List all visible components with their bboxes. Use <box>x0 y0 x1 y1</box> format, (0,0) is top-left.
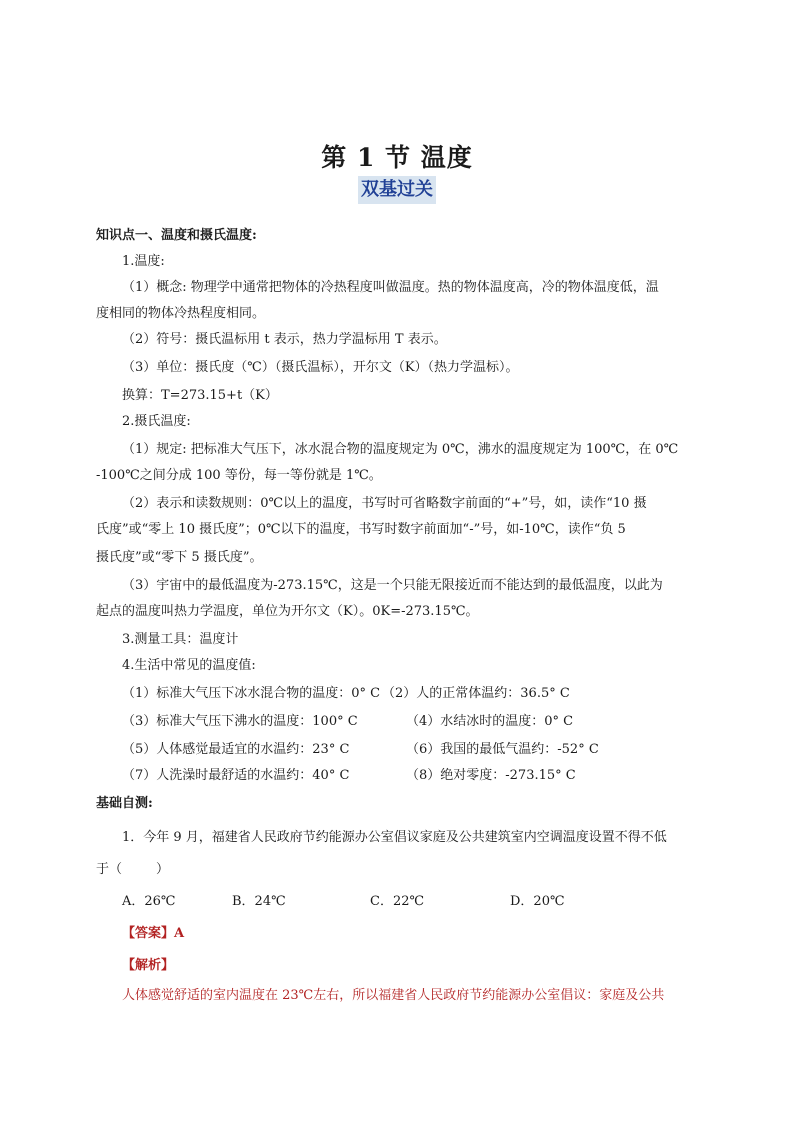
option-a: A．26℃ <box>122 894 176 909</box>
temperature-item: （2）人的正常体温约：36.5° C <box>382 686 570 701</box>
section1-heading: 知识点一、温度和摄氏温度: <box>96 228 257 243</box>
temperature-item: （3）标准大气压下沸水的温度：100° C <box>122 714 358 729</box>
temperature-item: （8）绝对零度：-273.15° C <box>406 768 576 783</box>
paragraph: 2.摄氏温度: <box>122 414 191 429</box>
paragraph: （3）宇宙中的最低温度为-273.15℃，这是一个只能无限接近而不能达到的最低温度，以此为 <box>122 578 663 593</box>
temperature-item: （1）标准大气压下冰水混合物的温度：0° C <box>122 686 381 701</box>
page-subtitle: 双基过关 <box>358 176 436 204</box>
question-text: 1．今年 9 月，福建省人民政府节约能源办公室倡议家庭及公共建筑室内空调温度设置不得不低 <box>122 830 667 845</box>
temperature-item: （4）水结冰时的温度：0° C <box>406 714 574 729</box>
paragraph: （1）规定: 把标准大气压下，冰水混合物的温度规定为 0℃，沸水的温度规定为 100℃，在 0℃ <box>122 442 679 457</box>
paragraph: （3）单位：摄氏度（℃）（摄氏温标），开尔文（K）（热力学温标）。 <box>122 360 519 375</box>
option-c: C．22℃ <box>370 894 425 909</box>
temperature-item: （6）我国的最低气温约：-52° C <box>406 742 599 757</box>
paragraph: 氏度”或“零上 10 摄氏度”；0℃以下的温度，书写时数字前面加“-”号，如-10℃，读作“负 5 <box>96 522 626 537</box>
subtitle-container <box>0 176 794 204</box>
option-d: D．20℃ <box>510 894 565 909</box>
paragraph: 1.温度: <box>122 254 165 269</box>
temperature-item: （5）人体感觉最适宜的水温约：23° C <box>122 742 350 757</box>
answer-label: 【答案】A <box>122 926 185 941</box>
paragraph: （2）表示和读数规则：0℃以上的温度，书写时可省略数字前面的“+”号，如，读作“10 摄 <box>122 496 647 511</box>
question-text-continued <box>96 860 700 880</box>
temperature-item: （7）人洗澡时最舒适的水温约：40° C <box>122 768 350 783</box>
paragraph: （2）符号：摄氏温标用 t 表示，热力学温标用 T 表示。 <box>122 332 447 347</box>
section2-heading: 基础自测: <box>96 796 153 811</box>
paragraph: 摄氏度”或“零下 5 摄氏度”。 <box>96 550 263 565</box>
analysis-label: 【解析】 <box>122 958 175 973</box>
paragraph: 换算：T=273.15+t（K） <box>122 388 278 403</box>
analysis-text: 人体感觉舒适的室内温度在 23℃左右，所以福建省人民政府节约能源办公室倡议：家庭及公共 <box>122 988 665 1003</box>
option-b: B．24℃ <box>232 894 286 909</box>
question-bracket-open: 于（ <box>96 862 123 877</box>
paragraph: 3.测量工具：温度计 <box>122 632 239 647</box>
question-bracket-close: ） <box>156 862 170 877</box>
paragraph: 起点的温度叫热力学温度，单位为开尔文（K）。0K=-273.15℃。 <box>96 604 479 619</box>
page-title: 第 1 节 温度 <box>321 143 473 172</box>
paragraph: 4.生活中常见的温度值: <box>122 658 256 673</box>
paragraph: （1）概念: 物理学中通常把物体的冷热程度叫做温度。热的物体温度高，冷的物体温度低，温 <box>122 280 659 295</box>
paragraph: 度相同的物体冷热程度相同。 <box>96 306 266 321</box>
paragraph: -100℃之间分成 100 等份，每一等份就是 1℃。 <box>96 468 382 483</box>
